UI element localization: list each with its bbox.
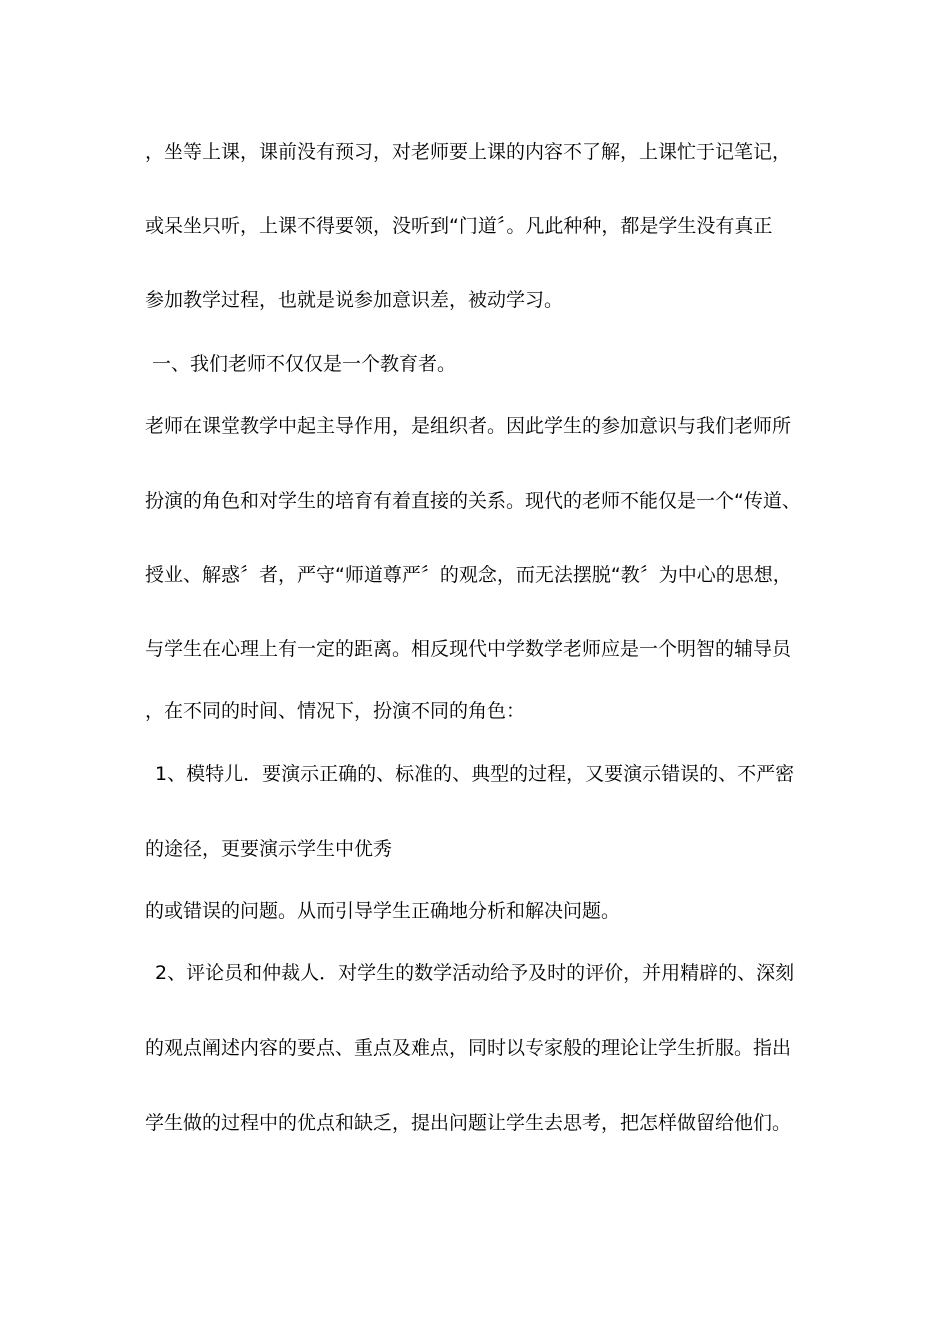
text-line: 学生做的过程中的优点和缺乏，提出问题让学生去思考，把怎样做留给他们。 [145,1112,792,1134]
list-item-1: 1、模特儿．要演示正确的、标准的、典型的过程，又要演示错误的、不严密 [155,763,795,785]
text-line: 参加教学过程，也就是说参加意识差，被动学习。 [145,289,564,311]
text-line: 与学生在心理上有一定的距离。相反现代中学数学老师应是一个明智的辅导员 [145,638,792,660]
text-line: 授业、解惑〞者，严守“师道尊严〞的观念，而无法摆脱“教〞为中心的思想， [145,564,792,586]
text-line: 老师在课堂教学中起主导作用，是组织者。因此学生的参加意识与我们老师所 [145,415,792,437]
text-line: ，坐等上课，课前没有预习，对老师要上课的内容不了解，上课忙于记笔记， [145,141,792,163]
text-line: 或呆坐只听，上课不得要领，没听到“门道〞。凡此种种，都是学生没有真正 [145,215,773,237]
section-heading: 一、我们老师不仅仅是一个教育者。 [152,353,457,375]
text-line: 的或错误的问题。从而引导学生正确地分析和解决问题。 [145,900,621,922]
text-line: 的途径，更要演示学生中优秀 [145,838,393,860]
text-line: 的观点阐述内容的要点、重点及难点，同时以专家般的理论让学生折服。指出 [145,1037,792,1059]
text-line: 扮演的角色和对学生的培育有着直接的关系。现代的老师不能仅是一个“传道、 [145,490,801,512]
list-item-2: 2、评论员和仲裁人．对学生的数学活动给予及时的评价，并用精辟的、深刻 [155,962,795,984]
text-line: ，在不同的时间、情况下，扮演不同的角色： [145,700,526,722]
